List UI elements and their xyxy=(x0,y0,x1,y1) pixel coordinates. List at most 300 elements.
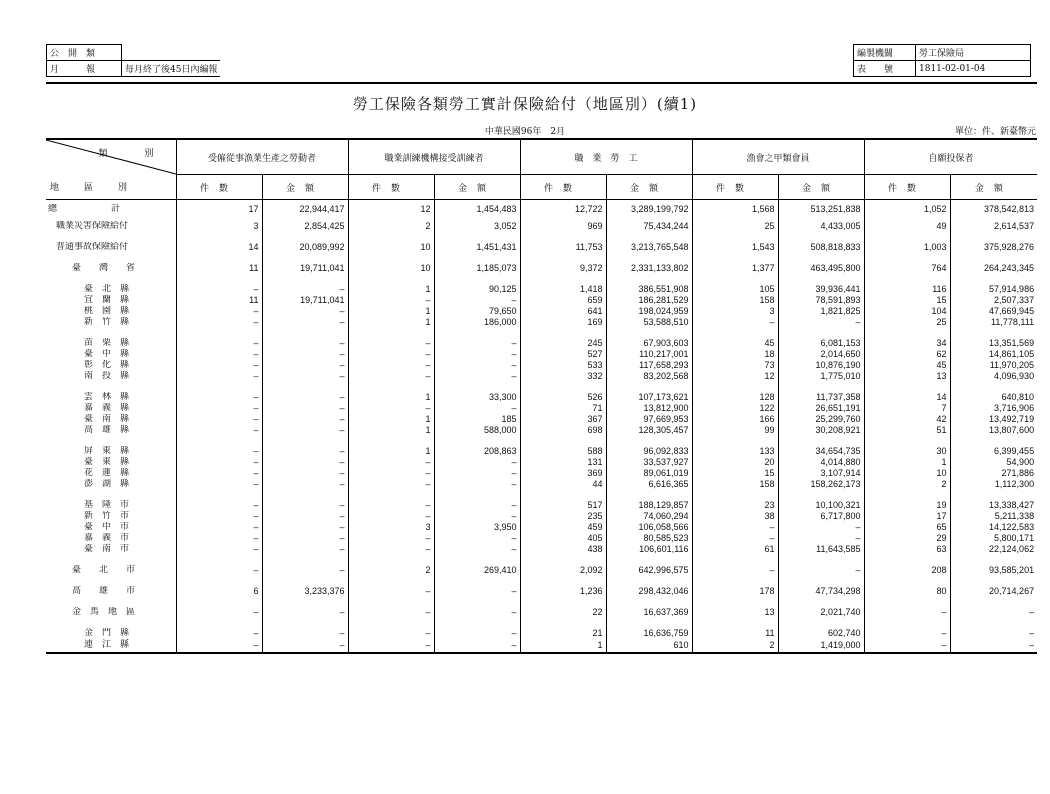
amount-cell: – xyxy=(262,457,348,468)
count-cell: 1 xyxy=(348,306,434,317)
amount-cell: 47,669,945 xyxy=(950,306,1037,317)
count-cell: 51 xyxy=(864,425,950,436)
count-cell: 1 xyxy=(864,457,950,468)
amount-cell: 2,014,650 xyxy=(778,349,864,360)
amount-cell: – xyxy=(262,446,348,457)
count-cell: 71 xyxy=(520,403,606,414)
count-cell: – xyxy=(348,403,434,414)
subheader-count: 件數 xyxy=(176,175,262,200)
count-cell: – xyxy=(176,500,262,511)
count-cell: 11 xyxy=(176,263,262,274)
count-cell: 641 xyxy=(520,306,606,317)
count-cell: 459 xyxy=(520,522,606,533)
count-cell: – xyxy=(348,468,434,479)
count-cell: 9,372 xyxy=(520,263,606,274)
count-cell: 11 xyxy=(692,628,778,639)
header-right-box xyxy=(853,44,1031,77)
count-cell: 3 xyxy=(176,221,262,232)
count-cell: 3 xyxy=(348,522,434,533)
amount-cell: 1,185,073 xyxy=(434,263,520,274)
amount-cell: 3,107,914 xyxy=(778,468,864,479)
subheader-amount: 金額 xyxy=(778,175,864,200)
table-row xyxy=(46,468,1037,479)
amount-cell: 20,089,992 xyxy=(262,242,348,253)
amount-cell: 298,432,046 xyxy=(606,586,692,597)
amount-cell: – xyxy=(434,360,520,371)
row-label: 屏 東 縣 xyxy=(84,446,130,456)
count-cell: – xyxy=(348,586,434,597)
amount-cell: – xyxy=(262,284,348,295)
group-vocational-trainees: 職業訓練機構接受訓練者 xyxy=(348,139,520,175)
amount-cell: 1,454,483 xyxy=(434,204,520,215)
amount-cell: 13,807,600 xyxy=(950,425,1037,436)
count-cell: 1 xyxy=(348,284,434,295)
amount-cell: 158,262,173 xyxy=(778,479,864,490)
count-cell: 128 xyxy=(692,392,778,403)
amount-cell: – xyxy=(262,468,348,479)
amount-cell: 128,305,457 xyxy=(606,425,692,436)
count-cell: 18 xyxy=(692,349,778,360)
row-label: 澎 湖 縣 xyxy=(84,479,130,489)
amount-cell: 185 xyxy=(434,414,520,425)
count-cell: 1,418 xyxy=(520,284,606,295)
row-label: 花 蓮 縣 xyxy=(84,468,130,478)
amount-cell: – xyxy=(262,500,348,511)
amount-cell: 3,213,765,548 xyxy=(606,242,692,253)
amount-cell: 16,637,369 xyxy=(606,607,692,618)
table-header xyxy=(46,139,1037,200)
amount-cell: 4,433,005 xyxy=(778,221,864,232)
count-cell: – xyxy=(176,533,262,544)
table-row xyxy=(46,628,1037,639)
amount-cell: – xyxy=(262,607,348,618)
subheader-amount: 金額 xyxy=(950,175,1037,200)
count-cell: 969 xyxy=(520,221,606,232)
count-cell: 2 xyxy=(348,565,434,576)
amount-cell: – xyxy=(434,628,520,639)
amount-cell: – xyxy=(434,500,520,511)
amount-cell: 110,217,001 xyxy=(606,349,692,360)
count-cell: – xyxy=(348,349,434,360)
amount-cell: – xyxy=(262,628,348,639)
table-row xyxy=(46,414,1037,425)
amount-cell: – xyxy=(434,349,520,360)
row-label: 彰 化 縣 xyxy=(84,360,130,370)
count-cell: 1 xyxy=(348,446,434,457)
table-row xyxy=(46,425,1037,436)
amount-cell: 26,651,191 xyxy=(778,403,864,414)
subheader-amount: 金額 xyxy=(262,175,348,200)
amount-cell: 33,537,927 xyxy=(606,457,692,468)
count-cell: 1,052 xyxy=(864,204,950,215)
header-value-table-no: 1811-02-01-04 xyxy=(916,61,1031,77)
amount-cell: 78,591,893 xyxy=(778,295,864,306)
amount-cell: 2,331,133,802 xyxy=(606,263,692,274)
count-cell: 533 xyxy=(520,360,606,371)
subheader-count: 件數 xyxy=(864,175,950,200)
table-row xyxy=(46,204,1037,215)
count-cell: 14 xyxy=(864,392,950,403)
table-row xyxy=(46,349,1037,360)
amount-cell: – xyxy=(262,425,348,436)
table-row xyxy=(46,263,1037,274)
row-label: 嘉 義 市 xyxy=(84,533,130,543)
count-cell: – xyxy=(692,522,778,533)
count-cell: 245 xyxy=(520,338,606,349)
count-cell: – xyxy=(348,533,434,544)
count-cell: 1,377 xyxy=(692,263,778,274)
amount-cell: 11,970,205 xyxy=(950,360,1037,371)
count-cell: – xyxy=(864,639,950,653)
amount-cell: – xyxy=(262,349,348,360)
amount-cell: – xyxy=(434,586,520,597)
amount-cell: 198,024,959 xyxy=(606,306,692,317)
header-value-schedule: 每月終了後45日內編報 xyxy=(122,61,221,77)
amount-cell: – xyxy=(262,371,348,382)
amount-cell: 6,399,455 xyxy=(950,446,1037,457)
amount-cell: 386,551,908 xyxy=(606,284,692,295)
amount-cell: 2,854,425 xyxy=(262,221,348,232)
header-label-public: 公 開 類 xyxy=(47,45,122,61)
count-cell: 764 xyxy=(864,263,950,274)
amount-cell: 642,996,575 xyxy=(606,565,692,576)
amount-cell: 269,410 xyxy=(434,565,520,576)
count-cell: 21 xyxy=(520,628,606,639)
amount-cell: – xyxy=(262,317,348,328)
amount-cell: 13,338,427 xyxy=(950,500,1037,511)
row-label: 嘉 義 縣 xyxy=(84,403,130,413)
table-row xyxy=(46,533,1037,544)
count-cell: 10 xyxy=(864,468,950,479)
row-label: 高 雄 縣 xyxy=(84,425,130,435)
count-cell: 105 xyxy=(692,284,778,295)
count-cell: – xyxy=(176,511,262,522)
count-cell: – xyxy=(176,468,262,479)
row-label: 桃 園 縣 xyxy=(84,306,130,316)
count-cell: 34 xyxy=(864,338,950,349)
amount-cell: – xyxy=(434,338,520,349)
count-cell: 99 xyxy=(692,425,778,436)
count-cell: 49 xyxy=(864,221,950,232)
amount-cell: 13,812,900 xyxy=(606,403,692,414)
amount-cell: 4,014,880 xyxy=(778,457,864,468)
row-label: 基 隆 市 xyxy=(84,500,130,510)
amount-cell: 74,060,294 xyxy=(606,511,692,522)
count-cell: 527 xyxy=(520,349,606,360)
table-row xyxy=(46,284,1037,295)
count-cell: – xyxy=(176,544,262,555)
amount-cell: 5,800,171 xyxy=(950,533,1037,544)
amount-cell: 1,451,431 xyxy=(434,242,520,253)
amount-cell: 22,944,417 xyxy=(262,204,348,215)
count-cell: 80 xyxy=(864,586,950,597)
amount-cell: 2,614,537 xyxy=(950,221,1037,232)
count-cell: – xyxy=(692,565,778,576)
count-cell: 659 xyxy=(520,295,606,306)
amount-cell: 89,061,019 xyxy=(606,468,692,479)
count-cell: 63 xyxy=(864,544,950,555)
count-cell: 13 xyxy=(692,607,778,618)
count-cell: – xyxy=(176,522,262,533)
row-label: 臺 南 市 xyxy=(84,544,130,554)
count-cell: – xyxy=(176,392,262,403)
count-cell: – xyxy=(176,457,262,468)
amount-cell: 463,495,800 xyxy=(778,263,864,274)
count-cell: 104 xyxy=(864,306,950,317)
count-cell: 1 xyxy=(348,317,434,328)
amount-cell: 20,714,267 xyxy=(950,586,1037,597)
count-cell: 29 xyxy=(864,533,950,544)
count-cell: – xyxy=(348,639,434,653)
amount-cell: 6,616,365 xyxy=(606,479,692,490)
amount-cell: – xyxy=(434,457,520,468)
count-cell: 208 xyxy=(864,565,950,576)
count-cell: 12 xyxy=(348,204,434,215)
amount-cell: 208,863 xyxy=(434,446,520,457)
table-row xyxy=(46,607,1037,618)
amount-cell: 6,717,800 xyxy=(778,511,864,522)
count-cell: 10 xyxy=(348,263,434,274)
table-row xyxy=(46,457,1037,468)
count-cell: 1,003 xyxy=(864,242,950,253)
amount-cell: 106,601,116 xyxy=(606,544,692,555)
row-label: 金 馬 地 區 xyxy=(72,607,136,617)
amount-cell: 54,900 xyxy=(950,457,1037,468)
count-cell: – xyxy=(348,295,434,306)
header-label-table-no: 表 號 xyxy=(854,61,916,77)
count-cell: 1,236 xyxy=(520,586,606,597)
amount-cell: – xyxy=(262,306,348,317)
count-cell: 367 xyxy=(520,414,606,425)
count-cell: 1 xyxy=(348,414,434,425)
page-title: 勞工保險各類勞工實計保險給付（地區別）(續1) xyxy=(352,95,698,113)
count-cell: – xyxy=(176,349,262,360)
group-fishermen-members: 漁會之甲類會員 xyxy=(692,139,864,175)
amount-cell: 602,740 xyxy=(778,628,864,639)
amount-cell: 588,000 xyxy=(434,425,520,436)
count-cell: 38 xyxy=(692,511,778,522)
count-cell: 12 xyxy=(692,371,778,382)
count-cell: 1,543 xyxy=(692,242,778,253)
count-cell: – xyxy=(864,607,950,618)
group-fishery-workers: 受僱從事漁業生產之勞動者 xyxy=(176,139,348,175)
count-cell: – xyxy=(176,639,262,653)
group-voluntary-insured: 自願投保者 xyxy=(864,139,1037,175)
amount-cell: 34,654,735 xyxy=(778,446,864,457)
amount-cell: 47,734,298 xyxy=(778,586,864,597)
count-cell: 2 xyxy=(864,479,950,490)
count-cell: – xyxy=(348,371,434,382)
amount-cell: 14,122,583 xyxy=(950,522,1037,533)
amount-cell: – xyxy=(434,403,520,414)
table-row xyxy=(46,242,1037,253)
amount-cell: 106,058,566 xyxy=(606,522,692,533)
amount-cell: – xyxy=(262,565,348,576)
count-cell: – xyxy=(348,360,434,371)
row-label: 新 竹 市 xyxy=(84,511,130,521)
amount-cell: 2,021,740 xyxy=(778,607,864,618)
count-cell: – xyxy=(348,628,434,639)
table-row xyxy=(46,522,1037,533)
amount-cell: – xyxy=(434,544,520,555)
header-label-monthly: 月 報 xyxy=(47,61,122,77)
count-cell: 62 xyxy=(864,349,950,360)
table-row xyxy=(46,295,1037,306)
count-cell: 1,568 xyxy=(692,204,778,215)
count-cell: – xyxy=(864,628,950,639)
amount-cell: – xyxy=(262,533,348,544)
amount-cell: 1,419,000 xyxy=(778,639,864,653)
amount-cell: 11,643,585 xyxy=(778,544,864,555)
row-label: 苗 栗 縣 xyxy=(84,338,130,348)
count-cell: 517 xyxy=(520,500,606,511)
count-cell: 15 xyxy=(692,468,778,479)
count-cell: 2 xyxy=(348,221,434,232)
amount-cell: 378,542,813 xyxy=(950,204,1037,215)
amount-cell: 30,208,921 xyxy=(778,425,864,436)
amount-cell: 640,810 xyxy=(950,392,1037,403)
amount-cell: 53,588,510 xyxy=(606,317,692,328)
count-cell: 7 xyxy=(864,403,950,414)
count-cell: 15 xyxy=(864,295,950,306)
amount-cell: – xyxy=(434,639,520,653)
amount-cell: 67,903,603 xyxy=(606,338,692,349)
row-label: 宜 蘭 縣 xyxy=(84,295,130,305)
table-row xyxy=(46,586,1037,597)
table-row xyxy=(46,392,1037,403)
row-label: 臺 東 縣 xyxy=(84,457,130,467)
count-cell: – xyxy=(176,628,262,639)
count-cell: – xyxy=(692,533,778,544)
count-cell: 42 xyxy=(864,414,950,425)
table-row xyxy=(46,403,1037,414)
corner-category-label: 類 別 xyxy=(98,149,168,159)
table-row xyxy=(46,360,1037,371)
subheader-amount: 金額 xyxy=(434,175,520,200)
amount-cell: – xyxy=(262,479,348,490)
amount-cell: – xyxy=(434,295,520,306)
amount-cell: 39,936,441 xyxy=(778,284,864,295)
count-cell: 25 xyxy=(692,221,778,232)
count-cell: – xyxy=(176,479,262,490)
count-cell: – xyxy=(692,317,778,328)
row-label: 總 計 xyxy=(48,204,121,214)
row-label: 臺 北 市 xyxy=(72,565,136,575)
amount-cell: 1,112,300 xyxy=(950,479,1037,490)
amount-cell: 186,281,529 xyxy=(606,295,692,306)
amount-cell: 3,950 xyxy=(434,522,520,533)
row-label: 新 竹 縣 xyxy=(84,317,130,327)
amount-cell: – xyxy=(434,479,520,490)
table-row xyxy=(46,371,1037,382)
count-cell: 73 xyxy=(692,360,778,371)
amount-cell: 13,351,569 xyxy=(950,338,1037,349)
count-cell: – xyxy=(348,500,434,511)
corner-region-label: 地 區 別 xyxy=(50,183,136,193)
header-value-agency: 勞工保險局 xyxy=(916,45,1031,61)
count-cell: 698 xyxy=(520,425,606,436)
count-cell: 178 xyxy=(692,586,778,597)
count-cell: 116 xyxy=(864,284,950,295)
count-cell: 526 xyxy=(520,392,606,403)
table-row xyxy=(46,511,1037,522)
benefits-table xyxy=(46,138,1037,654)
count-cell: – xyxy=(176,306,262,317)
count-cell: 158 xyxy=(692,479,778,490)
amount-cell: – xyxy=(778,522,864,533)
row-label: 普通事故保險給付 xyxy=(56,242,129,252)
header-left-box xyxy=(46,44,220,77)
amount-cell: – xyxy=(434,511,520,522)
subheader-count: 件數 xyxy=(520,175,606,200)
count-cell: 65 xyxy=(864,522,950,533)
amount-cell: – xyxy=(262,544,348,555)
amount-cell: 264,243,345 xyxy=(950,263,1037,274)
amount-cell: 10,876,190 xyxy=(778,360,864,371)
amount-cell: – xyxy=(262,639,348,653)
count-cell: – xyxy=(348,544,434,555)
amount-cell: 107,173,621 xyxy=(606,392,692,403)
amount-cell: – xyxy=(950,628,1037,639)
count-cell: 30 xyxy=(864,446,950,457)
count-cell: 12,722 xyxy=(520,204,606,215)
header-value-public xyxy=(122,45,221,61)
amount-cell: 75,434,244 xyxy=(606,221,692,232)
unit-note: 單位：件、新臺幣元 xyxy=(954,127,1036,137)
row-label: 雲 林 縣 xyxy=(84,392,130,402)
table-row xyxy=(46,500,1037,511)
count-cell: 44 xyxy=(520,479,606,490)
amount-cell: 79,650 xyxy=(434,306,520,317)
amount-cell: 1,775,010 xyxy=(778,371,864,382)
amount-cell: – xyxy=(262,522,348,533)
subheader-count: 件數 xyxy=(348,175,434,200)
amount-cell: – xyxy=(778,317,864,328)
count-cell: 19 xyxy=(864,500,950,511)
table-row xyxy=(46,317,1037,328)
amount-cell: – xyxy=(262,360,348,371)
row-label: 連 江 縣 xyxy=(46,639,176,653)
row-label: 南 投 縣 xyxy=(84,371,130,381)
count-cell: 45 xyxy=(692,338,778,349)
amount-cell: 14,861,105 xyxy=(950,349,1037,360)
amount-cell: 6,081,153 xyxy=(778,338,864,349)
amount-cell: 10,100,321 xyxy=(778,500,864,511)
count-cell: – xyxy=(176,425,262,436)
amount-cell: 25,299,760 xyxy=(778,414,864,425)
row-label: 臺 南 縣 xyxy=(84,414,130,424)
amount-cell: 271,886 xyxy=(950,468,1037,479)
count-cell: 20 xyxy=(692,457,778,468)
amount-cell: 11,778,111 xyxy=(950,317,1037,328)
amount-cell: – xyxy=(434,468,520,479)
amount-cell: 13,492,719 xyxy=(950,414,1037,425)
amount-cell: 508,818,833 xyxy=(778,242,864,253)
amount-cell: 2,507,337 xyxy=(950,295,1037,306)
count-cell: 369 xyxy=(520,468,606,479)
amount-cell: – xyxy=(950,639,1037,653)
count-cell: – xyxy=(348,338,434,349)
table-row xyxy=(46,639,1037,653)
count-cell: 45 xyxy=(864,360,950,371)
group-occupational-workers: 職 業 勞 工 xyxy=(520,139,692,175)
amount-cell: 375,928,276 xyxy=(950,242,1037,253)
amount-cell: 83,202,568 xyxy=(606,371,692,382)
amount-cell: – xyxy=(262,511,348,522)
amount-cell: 90,125 xyxy=(434,284,520,295)
header-rule xyxy=(46,82,1037,84)
count-cell: 13 xyxy=(864,371,950,382)
